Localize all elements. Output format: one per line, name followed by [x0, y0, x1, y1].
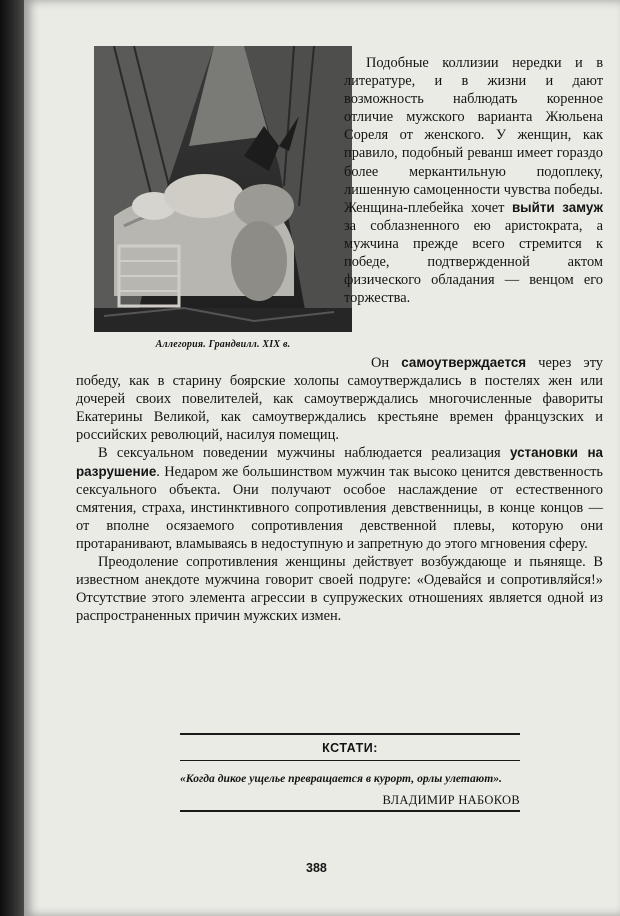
body-text — [76, 354, 603, 625]
emphasis-samoutverzhdaetsya: самоутверждается — [401, 355, 527, 370]
emphasis-ustanovki-na-razrushenie: установки на разрушение — [76, 445, 603, 479]
paragraph-2-text-a: Он — [371, 355, 402, 371]
paragraph-2-text-b: через эту победу, как в старину боярские холопы самоутверждались в постелях жен или дочерей своих повелителей, как самоутверждались многочисленные фавориты Екатерины Великой, как самоутверждались крестьяне времен французских и российских революций, насилуя помещиц. — [76, 355, 603, 444]
engraving-image — [94, 46, 352, 332]
aside-author: ВЛАДИМИР НАБОКОВ — [382, 793, 520, 807]
paragraph-4: Преодоление сопротивления женщины действует возбуждающе и пьяняще. В известном анекдоте мужчина говорит своей подруге: «Одевайся и сопротивляйся!» Отсутствие этого элемента агрессии в супружеских отношениях является одной из распространенных причин мужских измен. — [76, 554, 603, 625]
figure-caption: Аллегория. Грандвилл. XIX в. — [155, 339, 291, 350]
aside-top-rule — [180, 733, 520, 735]
aside-heading: КСТАТИ: — [322, 741, 378, 755]
wrapped-column-text — [344, 54, 603, 307]
paragraph-2 — [76, 354, 603, 444]
kstati-aside — [180, 733, 520, 812]
allegory-illustration — [94, 46, 352, 332]
page-number: 388 — [306, 861, 327, 875]
paragraph-1 — [344, 54, 603, 307]
emphasis-vyiti-zamuzh: выйти замуж — [511, 199, 603, 215]
book-spine-shadow — [0, 0, 24, 916]
aside-bottom-rule — [180, 810, 520, 812]
paragraph-3-text-b: . Недаром же большинством мужчин так высоко ценится девственность сексуального объекта. Они получают особое наслаждение от естественного смятения, страха, инстинктивного сопротивления девственницы, в конце концов — от вполне осязаемого сопротивления девственной плевы, которую они протаранивают, вламываясь в недоступную и запретную до этого мгновения сферу. — [76, 463, 603, 552]
paragraph-3 — [76, 444, 603, 553]
paragraph-1-text-b: за соблазненного ею аристократа, а мужчина прежде всего стремится к победе, подтвержденной актом физического обладания — венцом его торжества. — [344, 217, 603, 307]
paragraph-3-text-a: В сексуальном поведении мужчины наблюдается реализация — [98, 445, 510, 462]
aside-heading-rule — [180, 760, 520, 761]
paragraph-1-text-a: Подобные коллизии нередки и в литературе, и в жизни и дают возможность наблюдать коренное отличие мужского варианта Жюльена Сореля от женского. У женщин, как правило, подобный реванш имеет гораздо более меркантильную подоплеку, лишенную самоценности чувства победы. Женщина-плебейка хочет — [344, 55, 603, 216]
aside-quote: «Когда дикое ущелье превращается в курорт, орлы улетают». — [180, 772, 502, 785]
